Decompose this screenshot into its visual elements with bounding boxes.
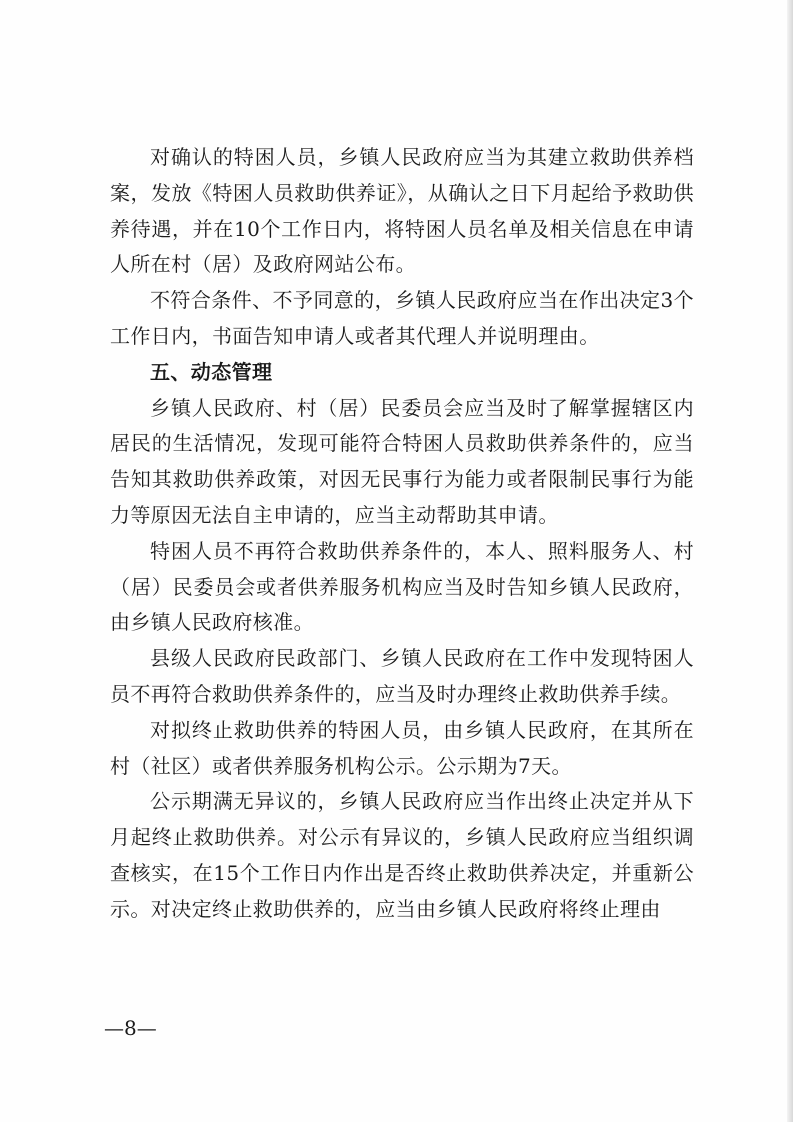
paragraph-eligibility-change: 特困人员不再符合救助供养条件的，本人、照料服务人、村（居）民委员会或者供养服务机构应当及时告知乡镇人民政府，由乡镇人民政府核准。: [110, 538, 694, 635]
page-edge-shadow: [787, 0, 793, 1122]
paragraph-publicity-objection: 公示期满无异议的，乡镇人民政府应当作出终止决定并从下月起终止救助供养。对公示有异议的，乡镇人民政府应当组织调查核实，在15个工作日内作出是否终止救助供养决定，并重新公示。对决定终止救助供养的，应当由乡镇人民政府将终止理由: [110, 789, 694, 921]
paragraph-termination-publicity: 对拟终止救助供养的特困人员，由乡镇人民政府，在其所在村（社区）或者供养服务机构公示。公示期为7天。: [110, 717, 694, 778]
paragraph-termination-procedure: 县级人民政府民政部门、乡镇人民政府在工作中发现特困人员不再符合救助供养条件的，应当及时办理终止救助供养手续。: [110, 646, 694, 706]
page-number: —8—: [104, 1016, 157, 1040]
paragraph-situation-monitoring: 乡镇人民政府、村（居）民委员会应当及时了解掌握辖区内居民的生活情况，发现可能符合特困人员救助供养条件的，应当告知其救助供养政策，对因无民事行为能力或者限制民事行为能力等原因无法自主申请的，应当主动帮助其申请。: [110, 395, 694, 527]
paragraph-archive-establishment: 对确认的特困人员，乡镇人民政府应当为其建立救助供养档案，发放《特困人员救助供养证》，从确认之日下月起给予救助供养待遇，并在10个工作日内，将特困人员名单及相关信息在申请人所在村（居）及政府网站公布。: [110, 145, 694, 277]
section-heading-dynamic-management: 五、动态管理: [150, 359, 273, 384]
paragraph-rejection-notice: 不符合条件、不予同意的，乡镇人民政府应当在作出决定3个工作日内，书面告知申请人或者其代理人并说明理由。: [110, 288, 694, 348]
document-body: [110, 140, 694, 928]
